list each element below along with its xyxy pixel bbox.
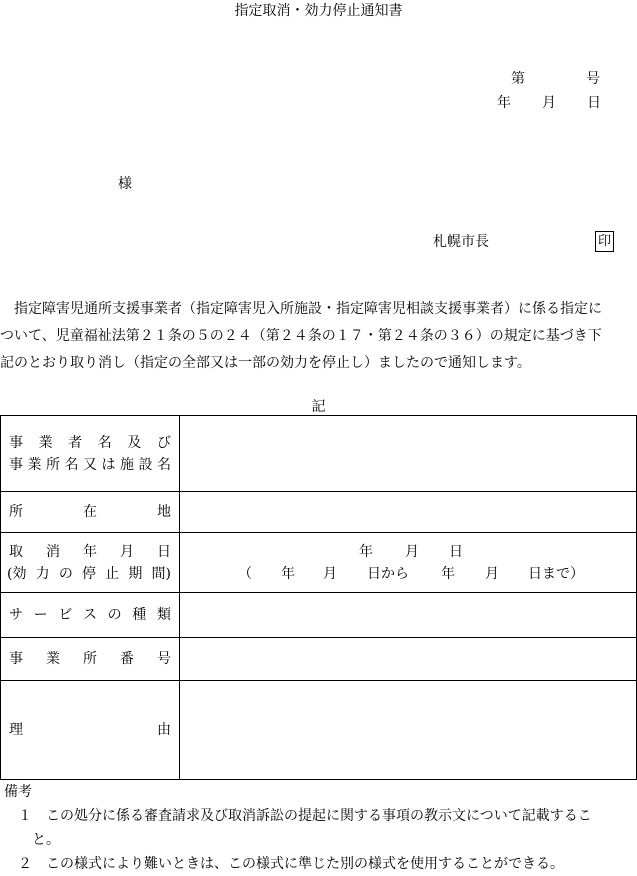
- table-row: [1, 492, 637, 533]
- seal-stamp: 印: [595, 231, 614, 252]
- remarks: [4, 780, 634, 876]
- details-table: [0, 415, 637, 780]
- notice-body: [0, 296, 637, 377]
- table-row: [1, 681, 637, 780]
- doc-number-dai: 第: [511, 71, 525, 87]
- remark-item: １ この処分に係る審査請求及び取消訴訟の提起に関する事項の教示文について記載するこ: [4, 808, 592, 824]
- body-line: 指定障害児通所支援事業者（指定障害児入所施設・指定障害児相談支援事業者）に係る指定に: [0, 301, 602, 317]
- table-row: [1, 593, 637, 638]
- remarks-heading: 備考: [4, 784, 32, 800]
- value-revocation-date[interactable]: 年 月 日 （ 年 月 日から 年 月 日まで）: [180, 533, 637, 593]
- addressee: 様: [118, 176, 132, 192]
- value-location[interactable]: [180, 492, 637, 533]
- table-row: [1, 638, 637, 681]
- label-business-name: 事 業 者 名 及 び 事 業 所 名 又 は 施 設 名: [1, 416, 180, 492]
- ki-heading: 記: [311, 399, 326, 415]
- body-line: 記のとおり取り消し（指定の全部又は一部の効力を停止し）ましたので通知します。: [0, 355, 531, 371]
- remark-item-cont: と。: [4, 832, 60, 848]
- table-row: [1, 533, 637, 593]
- doc-number-go: 号: [586, 71, 600, 87]
- label-service-type: サ ー ビ ス の 種 類: [1, 593, 180, 638]
- value-reason[interactable]: [180, 681, 637, 780]
- label-office-number: 事 業 所 番 号: [1, 638, 180, 681]
- sender-name: 札幌市長: [433, 234, 489, 250]
- date-month: 月: [542, 95, 556, 111]
- date-day: 日: [587, 95, 601, 111]
- value-service-type[interactable]: [180, 593, 637, 638]
- remark-item: ２ この様式により難いときは、この様式に準じた別の様式を使用することができる。: [4, 856, 564, 872]
- document-title: 指定取消・効力停止通知書: [234, 3, 403, 19]
- table-row: [1, 416, 637, 492]
- label-location: 所 在 地: [1, 492, 180, 533]
- date-year: 年: [497, 95, 511, 111]
- value-office-number[interactable]: [180, 638, 637, 681]
- body-line: ついて、児童福祉法第２１条の５の２４（第２４条の１７・第２４条の３６）の規定に基づき下: [0, 328, 602, 344]
- label-revocation-date: 取 消 年 月 日 (効 力 の 停 止 期 間): [1, 533, 180, 593]
- label-reason: 理 由: [1, 681, 180, 780]
- value-business-name[interactable]: [180, 416, 637, 492]
